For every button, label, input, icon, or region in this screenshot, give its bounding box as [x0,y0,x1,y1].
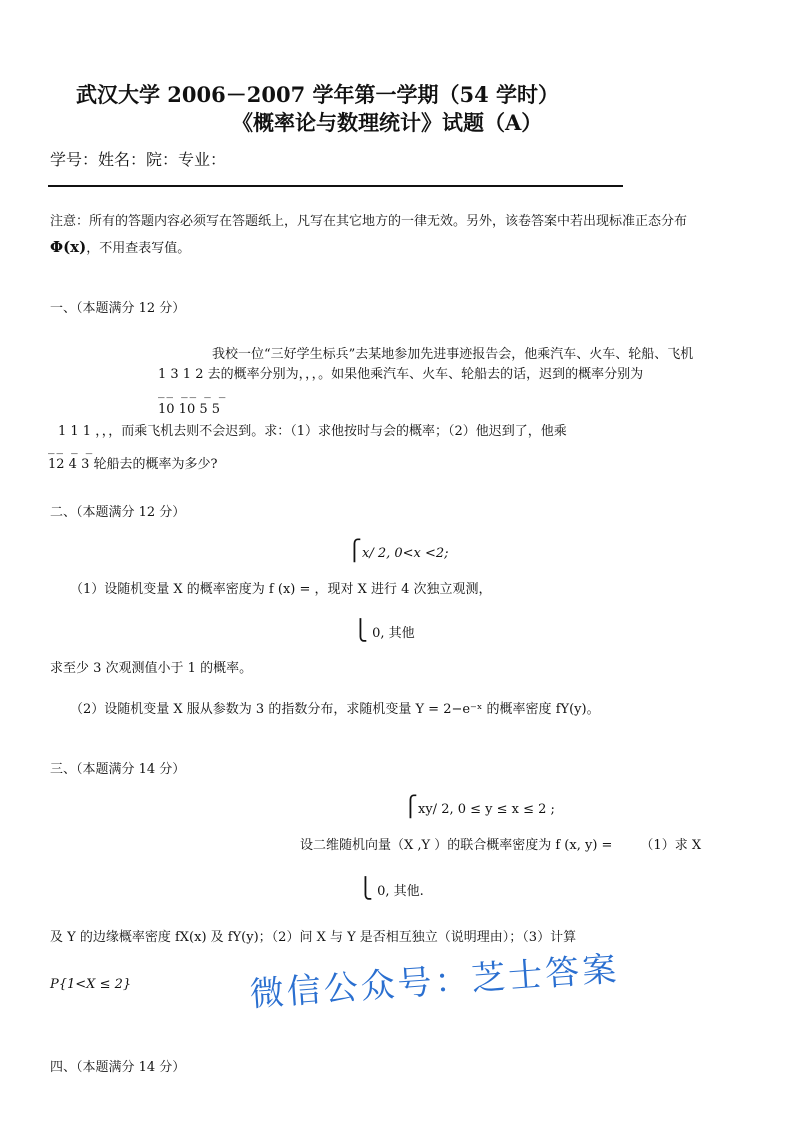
q1-line4: 12 4 3 轮船去的概率为多少? [48,457,218,472]
q2-case1 [347,538,449,562]
fraction-bars-2: __ _ _ [48,440,95,455]
q3-line1-row [300,838,701,854]
q3-heading: 三、（本题满分 14 分） [50,762,186,777]
q2-case1-text: x/ 2, 0<x <2; [362,546,449,561]
q2-part1: （1）设随机变量 X 的概率密度为 f (x) = ，现对 X 进行 4 次独立观测， [70,582,492,597]
q2-part2: （2）设随机变量 X 服从参数为 3 的指数分布，求随机变量 Y = 2−e⁻ˣ 的概率密度 fY(y)。 [70,702,600,717]
q1-line3: 1 1 1 ，，，而乘飞机去则不会迟到。求：（1）求他按时与会的概率；（2）他迟到了，他乘 [58,424,567,439]
q2-part1-cont: 求至少 3 次观测值小于 1 的概率。 [50,661,253,676]
brace-top: ⎧ [347,538,362,562]
notice-line2-text: ，不用查表写值。 [86,241,191,256]
q2-case2-text: 0, 其他 [372,626,415,641]
exam-title: 武汉大学 2006－2007 学年第一学期（54 学时） [76,82,560,107]
q3-case2-text: 0, 其他. [377,884,424,899]
q3-case2 [358,876,424,900]
notice-line2 [50,239,190,257]
q1-line1: 我校一位“三好学生标兵”去某地参加先进事迹报告会，他乘汽车、火车、轮船、飞机 [212,347,694,362]
q2-case2 [353,618,415,642]
q1-line2: 1 3 1 2 去的概率分别为，，，。如果他乘汽车、火车、轮船去的话，迟到的概率分别为 [158,367,644,382]
notice-line1: 注意：所有的答题内容必须写在答题纸上，凡写在其它地方的一律无效。另外，该卷答案中若出现标准正态分布 [50,214,688,229]
brace-bottom: ⎩ [358,876,373,900]
student-info-fields: 学号：姓名：院：专业： [50,150,227,169]
q2-heading: 二、（本题满分 12 分） [50,505,186,520]
q1-heading: 一、（本题满分 12 分） [50,301,186,316]
watermark: 微信公众号：芝士答案 [248,949,621,1015]
brace-top: ⎧ [403,794,418,818]
q3-line2: 及 Y 的边缘概率密度 fX(x) 及 fY(y)；（2）问 X 与 Y 是否相互独立（说明理由）；（3）计算 [50,930,577,945]
header-divider [48,185,623,187]
q1-denominators: 10 10 5 5 [158,402,221,417]
brace-bottom: ⎩ [353,618,368,642]
q3-line1: 设二维随机向量（X ,Y ）的联合概率密度为 f (x, y) = [300,838,613,853]
fraction-bars: __ __ _ _ [158,384,228,399]
q3-case1-text: xy/ 2, 0 ≤ y ≤ x ≤ 2 ; [418,802,555,817]
q3-case1 [403,794,555,818]
exam-subtitle: 《概率论与数理统计》试题（A） [232,110,543,135]
q4-heading: 四、（本题满分 14 分） [50,1060,186,1075]
q3-line3: P{1<X ≤ 2} [50,977,132,992]
q3-line1-tail: （1）求 X [640,838,702,853]
phi-symbol: Φ(x) [50,238,87,256]
